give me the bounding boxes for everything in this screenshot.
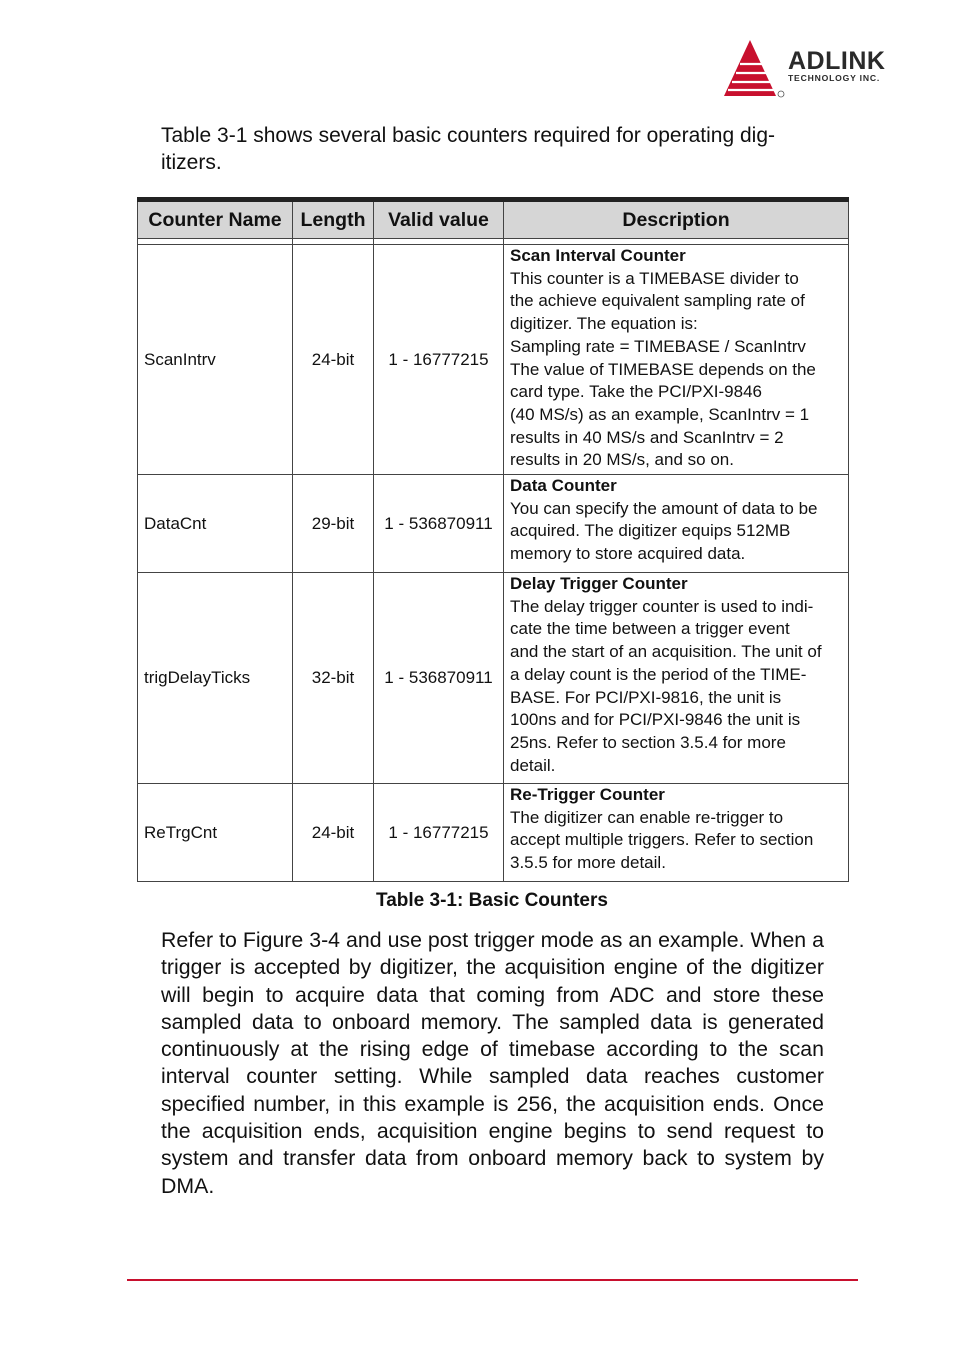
cell-description [504, 573, 849, 784]
cell-length: 24-bit [293, 245, 374, 475]
cell-length: 29-bit [293, 475, 374, 573]
description-text: You can specify the amount of data to be acquired. The digitizer equips 512MB memory to store acquired data. [510, 498, 818, 564]
description-title: Data Counter [510, 476, 617, 495]
cell-description [504, 475, 849, 573]
cell-counter-name: trigDelayTicks [138, 573, 293, 784]
description-text: The delay trigger counter is used to indi- cate the time between a trigger event and the start of an acquisition. The unit of a delay count is the period of the TIME- BASE. For PCI/PXI-9816, the unit is 100ns and for PCI/PXI-9846 the unit is 25ns. Refer to section 3.5.4 for more detail. [510, 596, 822, 775]
intro-text: Table 3-1 shows several basic counters required for operating dig- itizers. [161, 124, 775, 174]
column-header-valid-value: Valid value [374, 200, 504, 239]
description-text: The digitizer can enable re-trigger to accept multiple triggers. Refer to section 3.5.5 for more detail. [510, 807, 814, 873]
table-header-row [138, 200, 849, 239]
cell-description [504, 784, 849, 882]
cell-counter-name: DataCnt [138, 475, 293, 573]
cell-counter-name: ScanIntrv [138, 245, 293, 475]
column-header-counter-name: Counter Name [138, 200, 293, 239]
table-row [138, 573, 849, 784]
cell-description [504, 245, 849, 475]
description-title: Scan Interval Counter [510, 246, 686, 265]
cell-length: 24-bit [293, 784, 374, 882]
description-text: This counter is a TIMEBASE divider to the achieve equivalent sampling rate of digitizer. The equation is: Sampling rate = TIMEBASE / ScanIntrv The value of TIMEBASE depends on the card type. Take the PCI/PXI-9846 (40 MS/s) as an example, ScanIntrv = 1 results in 40 MS/s and ScanIntrv = 2 results in 20 MS/s, and so on. [510, 268, 816, 470]
cell-valid-value: 1 - 16777215 [374, 245, 504, 475]
description-title: Re-Trigger Counter [510, 785, 665, 804]
basic-counters-table [137, 197, 849, 882]
table-caption: Table 3-1: Basic Counters [376, 890, 608, 911]
column-header-description: Description [504, 200, 849, 239]
cell-valid-value: 1 - 16777215 [374, 784, 504, 882]
logo-brand-text: ADLINK [788, 47, 886, 75]
description-title: Delay Trigger Counter [510, 574, 688, 593]
cell-length: 32-bit [293, 573, 374, 784]
adlink-logo [722, 38, 912, 100]
logo-subtitle-text: TECHNOLOGY INC. [788, 73, 881, 83]
column-header-length: Length [293, 200, 374, 239]
cell-valid-value: 1 - 536870911 [374, 573, 504, 784]
cell-counter-name: ReTrgCnt [138, 784, 293, 882]
table-row [138, 245, 849, 475]
body-paragraph: Refer to Figure 3-4 and use post trigger mode as an example. When a trigger is accepted by digitizer, the acquisition engine of the digitizer will begin to acquire data that coming from ADC and store these sampled data to onboard memory. The sampled data is generated continuously at the rising edge of timebase according to the scan interval counter setting. While sampled data reaches customer specified number, in this example is 256, the acquisition ends. Once the acquisition ends, acquisition engine begins to send request to system and transfer data from onboard memory back to system by DMA. [161, 928, 824, 1198]
footer-divider [127, 1279, 858, 1281]
adlink-triangle-icon [722, 38, 788, 100]
table-row [138, 475, 849, 573]
cell-valid-value: 1 - 536870911 [374, 475, 504, 573]
table-row [138, 784, 849, 882]
